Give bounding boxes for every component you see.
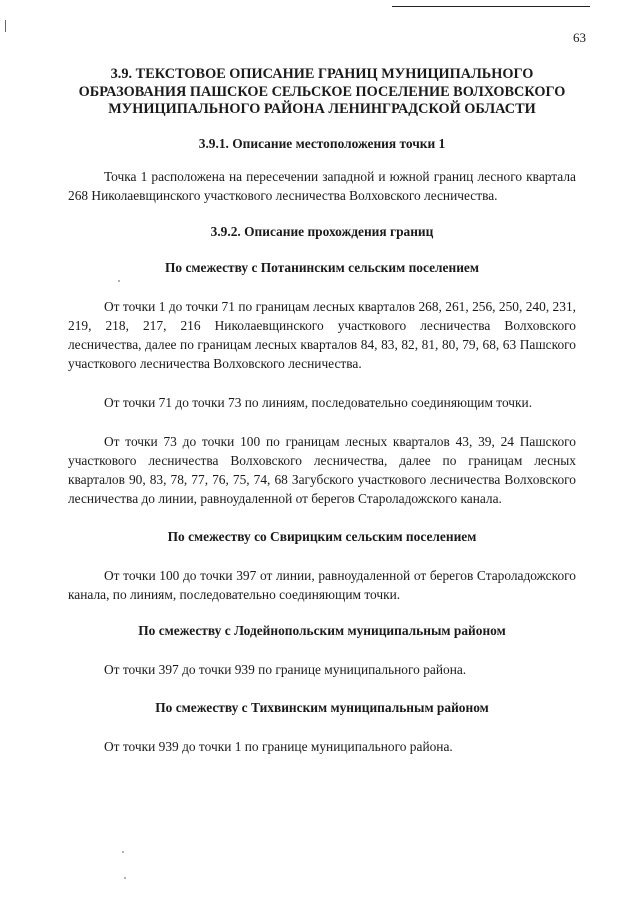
document-title: 3.9. ТЕКСТОВОЕ ОПИСАНИЕ ГРАНИЦ МУНИЦИПАЛЬНОГО ОБРАЗОВАНИЯ ПАШСКОЕ СЕЛЬСКОЕ ПОСЕЛЕНИЕ ВОЛХОВСКОГО МУНИЦИПАЛЬНОГО РАЙОНА ЛЕНИНГРАДСКОЙ ОБЛАСТИ <box>78 66 566 117</box>
lodeynopolsky-paragraph-1: От точки 397 до точки 939 по границе муниципального района. <box>104 661 467 677</box>
heading-potaninskoe: По смежеству с Потанинским сельским поселением <box>165 259 479 275</box>
scan-speck <box>118 280 120 282</box>
scan-speck <box>124 877 126 879</box>
heading-svirickoe: По смежеству со Свирицким сельским поселением <box>167 528 477 544</box>
point-1-description: Точка 1 расположена на пересечении западной и южной границ лесного квартала 268 Николаевщинского участкового лесничества Волховского лесничества. <box>68 168 576 203</box>
potaninskoe-paragraph-1: От точки 1 до точки 71 по границам лесных кварталов 268, 261, 256, 250, 240, 231, 219, 218, 217, 216 Николаевщинского участкового лесничества Волховского лесничества, далее по границам лесных кварталов 84, 83, 82, 81, 80, 79, 68, 63 Пашского участкового лесничества Волховского лесничества. <box>68 298 576 371</box>
potaninskoe-paragraph-3: От точки 73 до точки 100 по границам лесных кварталов 43, 39, 24 Пашского участкового лесничества Волховского лесничества, далее по границам лесных кварталов 90, 83, 78, 77, 76, 75, 74, 68 Загубского участкового лесничества Волховского лесничества до линии, равноудаленной от берегов Староладожского канала. <box>68 433 576 506</box>
document-body <box>68 66 576 756</box>
potaninskoe-paragraph-2: От точки 71 до точки 73 по линиям, последовательно соединяющим точки. <box>104 394 533 410</box>
heading-tikhvinsky: По смежеству с Тихвинским муниципальным районом <box>155 699 489 715</box>
svirickoe-paragraph-1: От точки 100 до точки 397 от линии, равноудаленной от берегов Староладожского канала, по линиям, последовательно соединяющим точки. <box>68 567 576 602</box>
top-rule <box>392 6 590 7</box>
left-margin-mark <box>5 20 6 32</box>
tikhvinsky-paragraph-1: От точки 939 до точки 1 по границе муниципального района. <box>104 738 453 754</box>
heading-lodeynopolsky: По смежеству с Лодейнопольским муниципальным районом <box>138 622 506 638</box>
scan-speck <box>122 851 124 853</box>
page-number: 63 <box>573 30 586 45</box>
section-heading-3-9-2: 3.9.2. Описание прохождения границ <box>210 223 434 239</box>
section-heading-3-9-1: 3.9.1. Описание местоположения точки 1 <box>198 135 446 151</box>
